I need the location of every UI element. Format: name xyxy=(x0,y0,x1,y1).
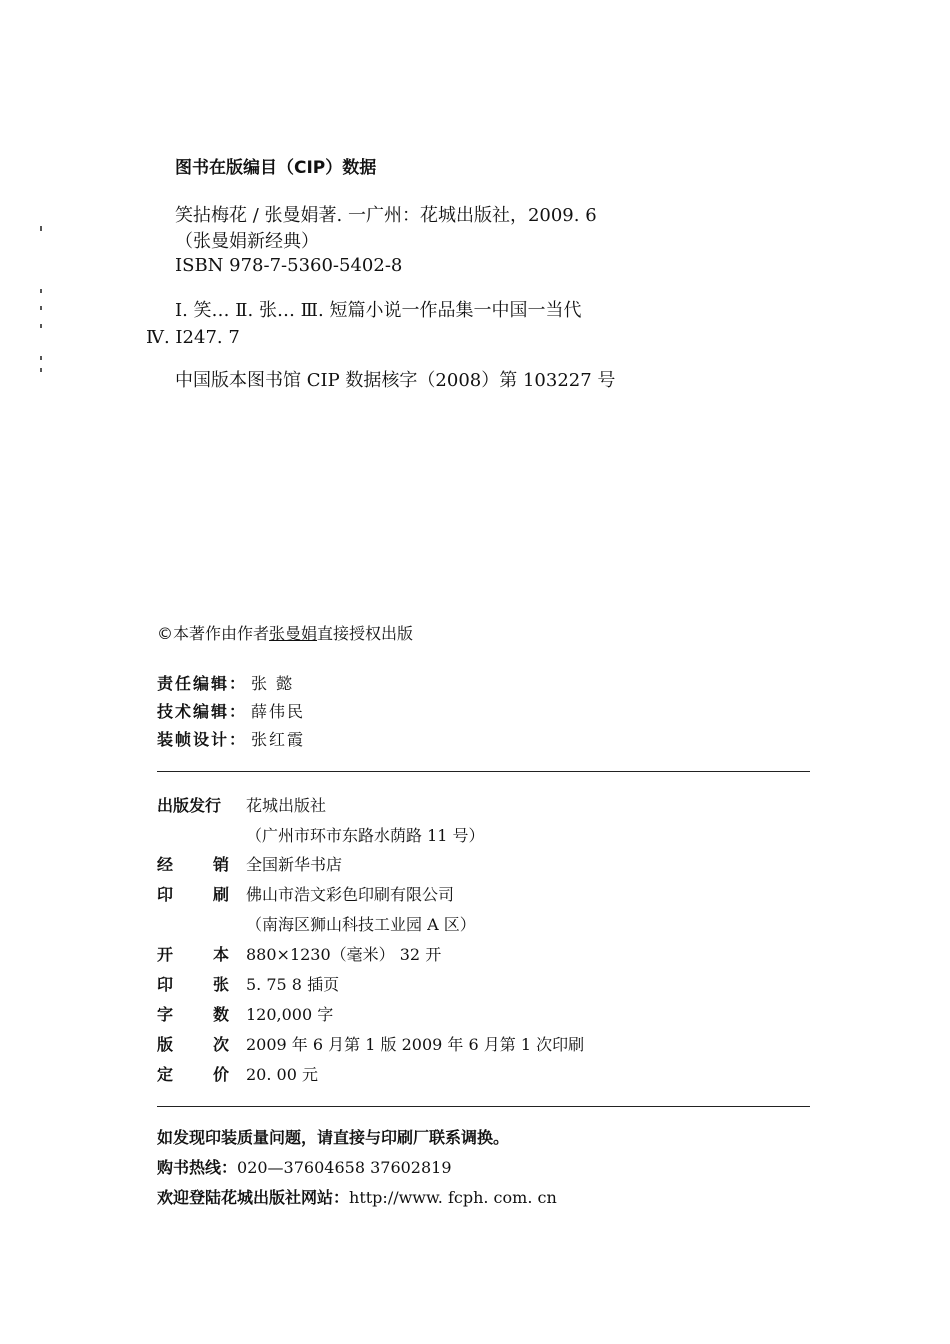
editor-row xyxy=(157,704,305,720)
hotline-row xyxy=(157,1160,452,1176)
copyright-statement xyxy=(157,626,413,642)
scan-mark xyxy=(40,368,42,372)
editor-row xyxy=(157,732,305,748)
scan-mark xyxy=(40,306,42,310)
pub-key: 出版发行 xyxy=(157,796,222,815)
pub-value: 120,000 字 xyxy=(246,1005,334,1024)
pub-key: 开 本 xyxy=(157,945,229,964)
pub-key: 印 刷 xyxy=(157,885,229,904)
pub-value: （南海区狮山科技工业园 A 区） xyxy=(246,915,476,934)
pub-key: 印 张 xyxy=(157,975,229,994)
website-label: 欢迎登陆花城出版社网站： xyxy=(157,1188,350,1207)
cip-series-line: （张曼娟新经典） xyxy=(175,231,319,252)
pub-value: 花城出版社 xyxy=(246,796,327,815)
pub-key: 字 数 xyxy=(157,1005,229,1024)
scan-mark xyxy=(40,356,42,360)
editor-row xyxy=(157,676,294,692)
cip-isbn-line: ISBN 978-7-5360-5402-8 xyxy=(175,255,403,276)
pub-value: 全国新华书店 xyxy=(246,855,343,874)
editor-value: 薛伟民 xyxy=(251,702,306,721)
pub-value: 佛山市浩文彩色印刷有限公司 xyxy=(246,885,455,904)
cip-subject-line: Ⅰ. 笑… Ⅱ. 张… Ⅲ. 短篇小说一作品集一中国一当代 xyxy=(175,300,582,321)
scan-mark xyxy=(40,289,42,293)
pub-value: （广州市环市东路水荫路 11 号） xyxy=(246,826,485,845)
hotline-label: 购书热线： xyxy=(157,1158,238,1177)
copyright-prefix: ©本著作由作者 xyxy=(157,624,270,643)
editor-value: 张红霞 xyxy=(251,730,306,749)
cip-title: 图书在版编目（CIP）数据 xyxy=(175,158,377,178)
editor-label: 责任编辑： xyxy=(157,674,248,693)
pub-value: 880×1230（毫米） 32 开 xyxy=(246,945,442,964)
website-link[interactable]: http://www. fcph. com. cn xyxy=(349,1188,557,1207)
divider-top xyxy=(157,771,810,772)
cip-classification-line: Ⅳ. I247. 7 xyxy=(146,327,240,348)
pub-key: 定 价 xyxy=(157,1065,229,1084)
editor-label: 技术编辑： xyxy=(157,702,248,721)
copyright-suffix: 直接授权出版 xyxy=(317,624,414,643)
divider-bottom xyxy=(157,1106,810,1107)
pub-value: 5. 75 8 插页 xyxy=(246,975,340,994)
pub-key: 经 销 xyxy=(157,855,229,874)
editor-label: 装帧设计： xyxy=(157,730,248,749)
cip-bibliographic-line: 笑拈梅花 / 张曼娟著. 一广州：花城出版社，2009. 6 xyxy=(175,205,597,226)
hotline-value: 020—37604658 37602819 xyxy=(237,1158,452,1177)
editor-value: 张 懿 xyxy=(251,674,295,693)
copyright-author: 张曼娟 xyxy=(269,624,318,643)
cip-record-number: 中国版本图书馆 CIP 数据核字（2008）第 103227 号 xyxy=(175,370,616,391)
quality-notice: 如发现印装质量问题，请直接与印刷厂联系调换。 xyxy=(157,1128,510,1147)
scan-mark xyxy=(40,324,42,328)
scan-mark xyxy=(40,226,42,231)
pub-value: 2009 年 6 月第 1 版 2009 年 6 月第 1 次印刷 xyxy=(246,1035,585,1054)
website-row xyxy=(157,1190,557,1206)
pub-value: 20. 00 元 xyxy=(246,1065,318,1084)
pub-key: 版 次 xyxy=(157,1035,229,1054)
